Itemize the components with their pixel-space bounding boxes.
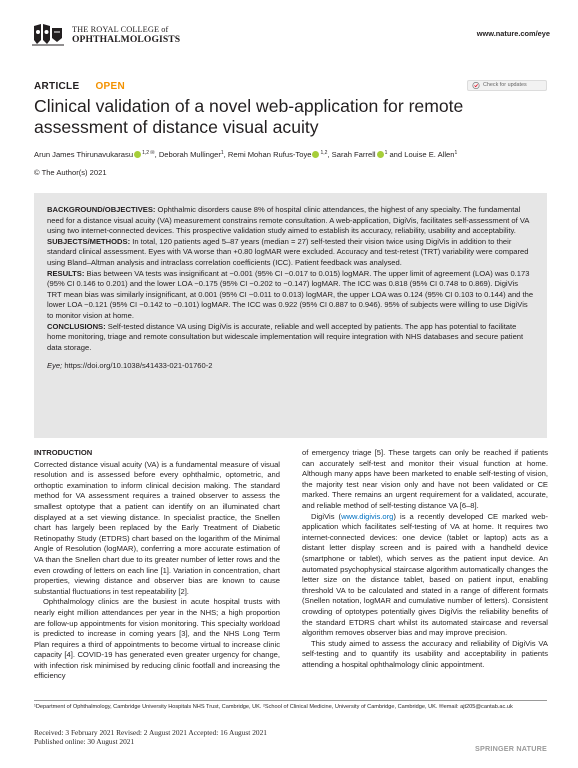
- orcid-icon[interactable]: [134, 151, 141, 158]
- footnote-divider: [34, 700, 547, 701]
- author-name[interactable]: Sarah Farrell: [331, 150, 376, 159]
- orcid-icon[interactable]: [312, 151, 319, 158]
- doi-line: [47, 361, 534, 372]
- author-affiliation-marker: 1: [384, 150, 388, 156]
- check-updates-label: Check for updates: [483, 82, 527, 88]
- publication-dates: [34, 728, 267, 747]
- body-paragraph: This study aimed to assess the accuracy and reliability of DigiVis VA self-testing and to quantify its usability and acceptability in patients attending a hospital ophthalmology clinic appointment.: [302, 638, 548, 669]
- article-title: Clinical validation of a novel web-application for remote assessment of distance visual acuity: [34, 96, 464, 137]
- abstract-conclusions: [47, 322, 534, 354]
- journal-name: Eye;: [47, 361, 63, 371]
- article-type: ARTICLE: [34, 81, 80, 92]
- college-name-line1: THE ROYAL COLLEGE of: [72, 25, 169, 34]
- abstract-section-label: BACKGROUND/OBJECTIVES:: [47, 205, 156, 214]
- author-name[interactable]: Arun James Thirunavukarasu: [34, 150, 134, 159]
- received-dates: Received: 3 February 2021 Revised: 2 August 2021 Accepted: 16 August 2021: [34, 728, 267, 737]
- digivis-link[interactable]: www.digivis.org: [341, 511, 394, 521]
- journal-header: [30, 20, 550, 50]
- doi-link[interactable]: https://doi.org/10.1038/s41433-021-01760-2: [62, 361, 213, 371]
- author-affiliation-marker: 1: [220, 150, 224, 156]
- author-list: Arun James Thirunavukarasu $^{1,2 ✉}$, Deborah Mullinger$^1$, Remi Mohan Rufus-Toye $^{1,2}$, Sarah Farrell $^1$ and Louise E. Allen$^1$: [34, 150, 458, 159]
- body-column-left: [34, 448, 280, 682]
- author-affiliation-marker: 1,2: [320, 150, 328, 156]
- body-paragraph: Corrected distance visual acuity (VA) is a fundamental measure of visual resolution and is assessed before every ophthalmic, optometric, and orthoptic examination to inform clinical decision making. The standard method for VA assessment requires a trained observer to assess the smallest optotype that a patient can identify on an illuminated chart displayed at a set viewing distance. In specialist practice, the Snellen chart has largely been replaced by the Early Treatment of Diabetic Retinopathy Study (ETDRS) chart based on the logarithm of the Minimal Angle of Resolution (logMAR), conferring a more accurate estimation of VA than the Snellen chart due to its greater number of letter rows and the even crowding of letters on each line [1]. Variation in concentration, chart properties, viewing distance and observer bias are known to cause substantial fluctuations in test repeatability [2].: [34, 459, 280, 596]
- body-paragraph: [302, 512, 548, 639]
- abstract-section-text: Self-tested distance VA using DigiVis is accurate, reliable and well accepted by patients. The app has potential to facilitate home monitoring, triage and remote consultation but widescale implementation will require integration with NHS databases and secure patient data storage.: [47, 321, 524, 352]
- college-name: [72, 25, 180, 45]
- abstract-section-text: In total, 120 patients aged 5–87 years (median = 27) self-tested their vision twice using DigiVis in addition to their standard clinical assessment. Eyes with VA worse than +0.80 logMAR were excluded. Accuracy and test-retest (TRT) variability were compared using Bland–Altman analysis and intraclass correlation coefficients (ICC). Patient feedback was analysed.: [47, 236, 529, 267]
- abstract-section-label: RESULTS:: [47, 268, 85, 278]
- abstract-section-text: Ophthalmic disorders cause 8% of hospital clinic attendances, the highest of any specialty. The fundamental need for a distance visual acuity (VA) measurement constrains remote consultation. A web-application, DigiVis, facilitates self-assessment of VA using two internet-connected devices. This prospective validation study aimed to establish its accuracy, reliability, usability and acceptability.: [47, 205, 530, 236]
- publisher-logo: SPRINGER NATURE: [475, 744, 547, 753]
- open-access-label: OPEN: [95, 81, 125, 92]
- author-name[interactable]: Deborah Mullinger: [158, 150, 221, 159]
- article-type-label: [34, 81, 125, 92]
- paragraph-text: ) is a recently developed CE marked web-application which facilitates self-testing of VA at home. It requires two internet-connected devices: one device (tablet or laptop) acts as a distant letter display screen and is paired with a handheld device (smartphone or tablet), which serves as the patient input device. An automated psychophysical staircase algorithm automatically changes the letter size on the distance tablet, based on patient input, enabling threshold VA to be calculated and stated in a range of different formats (Snellen notation, logMAR and cumulative number of letters). Consistent crowding of optotypes potentially gives DigiVis the reliability benefits of the standard ETDRS chart whilst its automated staircase and reversal algorithm removes observer bias and may improve precision.: [302, 511, 548, 638]
- abstract-methods: [47, 237, 534, 269]
- published-date: Published online: 30 August 2021: [34, 737, 135, 747]
- journal-url-link[interactable]: www.nature.com/eye: [476, 29, 550, 38]
- orcid-icon[interactable]: [377, 151, 384, 158]
- copyright-notice: © The Author(s) 2021: [34, 168, 107, 177]
- author-name[interactable]: Remi Mohan Rufus-Toye: [227, 150, 312, 159]
- author-affiliation-marker: 1: [454, 150, 458, 156]
- abstract-section-label: SUBJECTS/METHODS:: [47, 236, 131, 246]
- affiliations-footnote: ¹Department of Ophthalmology, Cambridge University Hospitals NHS Trust, Cambridge, UK. ²School of Clinical Medicine, University of Cambridge, Cambridge, UK. ✉email: ajt205@cantab.ac.uk: [34, 704, 513, 710]
- body-column-right: [302, 448, 548, 670]
- college-crest-logo: [30, 20, 66, 48]
- abstract-section-label: CONCLUSIONS:: [47, 321, 106, 331]
- check-updates-icon: [472, 82, 480, 89]
- paragraph-text: DigiVis (: [311, 511, 342, 521]
- abstract-background: [47, 205, 534, 237]
- check-for-updates-button[interactable]: [467, 80, 547, 91]
- author-affiliation-marker: 1,2 ✉: [142, 150, 155, 156]
- body-paragraph: Ophthalmology clinics are the busiest in acute hospital trusts with nearly eight million attendances per year in the NHS; a high proportion are follow-up appointments for vision monitoring. This specialty workload is predicted to increase in coming years [3], and the NHS Long Term Plan requires a third of appointments to become virtual to increase clinic capacity [4]. COVID-19 has generated even greater urgency for change, with infection risk minimised by reducing clinic footfall and increasing the efficiency: [34, 597, 280, 681]
- abstract-results: [47, 269, 534, 322]
- section-heading: INTRODUCTION: [34, 448, 93, 457]
- abstract-section-text: Bias between VA tests was insignificant at −0.001 (95% CI −0.017 to 0.015) logMAR. The upper limit of agreement (LOA) was 0.173 (95% CI 0.146 to 0.201) and the lower LOA −0.175 (95% CI −0.202 to −0.147) logMAR. The ICC was 0.818 (95% CI 0.748 to 0.869). DigiVis TRT mean bias was similarly insignificant, at 0.001 (95% CI −0.011 to 0.013) logMAR, the upper LOA was 0.124 (95% CI 0.103 to 0.144) and the lower LOA −0.121 (95% CI −0.142 to −0.101) logMAR. The ICC was 0.922 (95% CI 0.887 to 0.946). 95% of subjects were willing to use DigiVis to monitor vision at home.: [47, 268, 534, 320]
- body-paragraph: of emergency triage [5]. These targets can only be reached if patients can accurately self-test and monitor their visual function at home. Although many apps have been marketed to enable self-testing of vision, the majority test near vision only and have not been validated or CE marked. There remains an urgent requirement for a validated, accurate, and reliable method of self-testing distance VA [6–8].: [302, 448, 548, 510]
- abstract-box: [34, 193, 547, 438]
- college-name-line2: OPHTHALMOLOGISTS: [72, 34, 181, 45]
- author-name[interactable]: Louise E. Allen: [404, 150, 455, 159]
